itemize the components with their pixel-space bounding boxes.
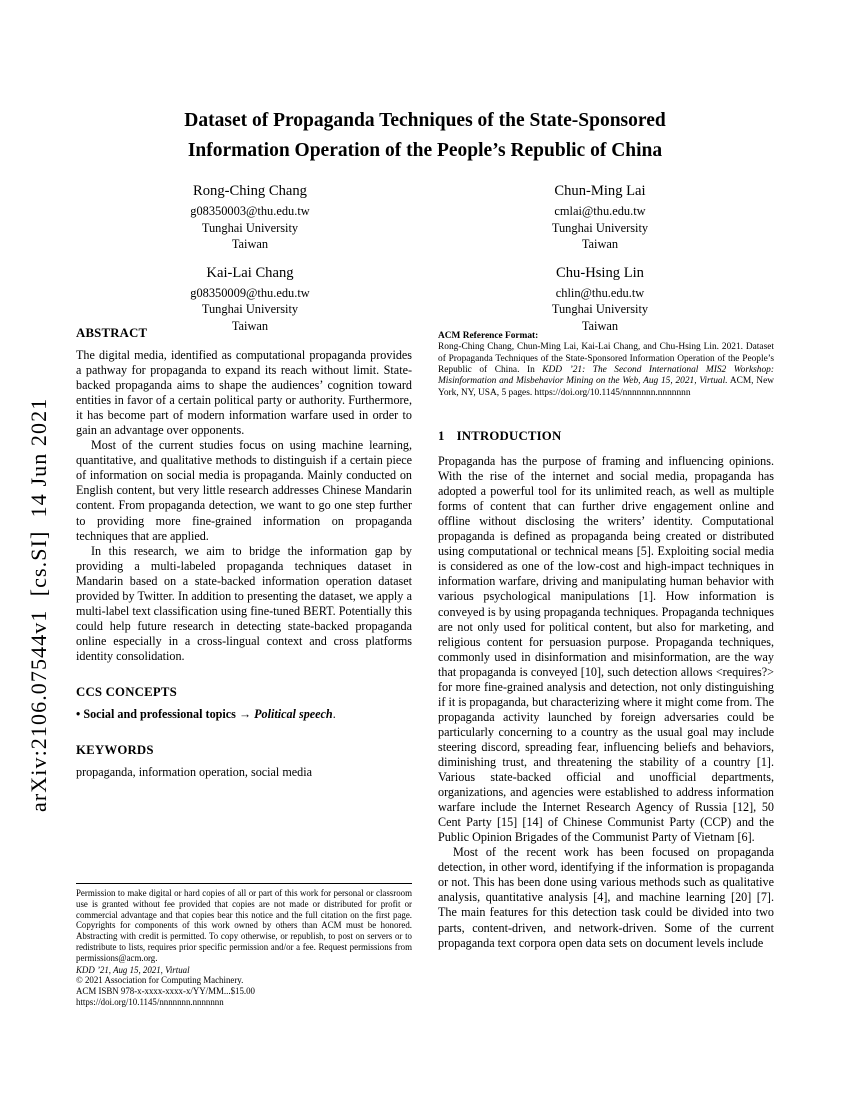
author-email: cmlai@thu.edu.tw — [554, 204, 646, 218]
permission-text: Permission to make digital or hard copies of all or part of this work for personal or classroom use is granted without fee provided that copies are not made or distributed for profit or commercial advantage and that copies bear this notice and the full citation on the first page. Copyrights for components of this work owned by others than ACM must be honored. Abstracting with credit is permitted. To copy otherwise, or republish, to post on servers or to redistribute to lists, requires prior specific permission and/or a fee. Request permissions from permissions@acm.org. — [76, 888, 412, 963]
author-block — [75, 264, 425, 335]
author-name: Chun-Ming Lai — [554, 183, 646, 199]
acm-reference-text — [438, 342, 774, 399]
author-name: Chu-Hsing Lin — [556, 264, 644, 281]
ccs-bullet: • — [76, 706, 81, 721]
author-email: chlin@thu.edu.tw — [555, 285, 645, 300]
author-country: Taiwan — [581, 318, 619, 333]
section-number: 1 — [438, 429, 445, 444]
author-country: Taiwan — [231, 318, 269, 333]
keywords-text: propaganda, information operation, social media — [76, 765, 312, 780]
acm-reference-after: ACM, New York, NY, USA, 5 pages. https://doi.org/10.1145/nnnnnnn.nnnnnnn — [438, 376, 775, 398]
footnote-doi-link[interactable]: https://doi.org/10.1145/nnnnnnn.nnnnnnn — [76, 996, 224, 1007]
author-block — [425, 182, 775, 253]
ccs-concept-root: Social and professional topics — [83, 706, 236, 721]
author-grid — [75, 182, 775, 335]
introduction-heading — [438, 429, 774, 444]
footnote-isbn: ACM ISBN 978-x-xxxx-xxxx-x/YY/MM...$15.00 — [76, 986, 255, 997]
ccs-heading: CCS CONCEPTS — [76, 684, 177, 699]
author-email: g08350009@thu.edu.tw — [190, 285, 310, 300]
paper-title-line2: Information Operation of the People’s Republic of China — [187, 140, 663, 161]
right-column — [438, 331, 774, 951]
ccs-concept-leaf: Political speech — [254, 706, 333, 721]
author-block — [425, 264, 775, 335]
abstract-paragraph-3: In this research, we aim to bridge the information gap by providing a multi-labeled propaganda techniques dataset in Mandarin based on a state-backed information operation dataset provided by Twitter. In addition to presenting the dataset, we apply a multi-label text classification using fine-tuned BERT. Potentially this could help future research in detecting state-backed propaganda online especially in a cross-lingual context and cross platforms identity consolidation. — [76, 543, 412, 663]
author-affiliation: Tunghai University — [551, 302, 649, 317]
abstract-paragraph-2: Most of the current studies focus on using machine learning, quantitative, and qualitative methods to distinguish if a certain piece of information on social media is propaganda. Mainly conducted on English content, but very little research addresses Chinese Mandarin content. From propaganda detection, we want to go one step further to providing more fine-grained information on propaganda techniques that are applied. — [76, 438, 412, 543]
ccs-period: . — [332, 706, 336, 721]
author-name: Kai-Lai Chang — [206, 264, 294, 281]
section-title: INTRODUCTION — [456, 429, 562, 444]
author-affiliation: Tunghai University — [201, 302, 299, 317]
abstract-paragraph-1: The digital media, identified as computational propaganda provides a pathway for propaganda to expand its reach without limit. State-backed propaganda aims to shape the audiences’ cognition toward entities in favor of a certain political party or authority. Furthermore, it has become part of modern information warfare used in order to gain an advantage over opponents. — [76, 348, 412, 438]
copyright-footnote — [76, 883, 412, 1008]
acm-reference-heading: ACM Reference Format: — [438, 331, 539, 341]
ccs-concepts-line — [76, 707, 412, 722]
ccs-arrow: → — [238, 706, 252, 721]
acm-reference-venue: KDD ’21: The Second International MIS2 Workshop: Misinformation and Misbehavior Mining on the Web, Aug 15, 2021, Virtual. — [438, 365, 774, 387]
abstract-heading: ABSTRACT — [76, 326, 148, 340]
left-column — [76, 326, 412, 780]
author-name: Rong-Ching Chang — [193, 183, 307, 199]
author-block — [75, 182, 425, 253]
arxiv-watermark: arXiv:2106.07544v1 [cs.SI] 14 Jun 2021 — [26, 397, 51, 812]
author-affiliation: Tunghai University — [201, 220, 299, 235]
acm-reference-format — [438, 331, 774, 399]
footnote-venue: KDD ’21, Aug 15, 2021, Virtual — [76, 964, 190, 975]
paper-title — [0, 106, 850, 166]
footnote-rule — [76, 883, 412, 884]
paper-title-line1: Dataset of Propaganda Techniques of the State-Sponsored — [184, 110, 666, 131]
keywords-heading: KEYWORDS — [76, 743, 154, 758]
introduction-paragraph-1: Propaganda has the purpose of framing and influencing opinions. With the rise of the internet and social media, propaganda has adopted a powerful tool for its unlimited reach, as well as multiple forms of content that can further drive engagement online and offline without disclosing the writers’ identity. Computational propaganda is defined as propaganda being created or distributed using computational or technical means [5]. Exploiting social media is considered as one of the low-cost and high-impact techniques in information warfare, driving and manipulating human behavior with various psychological manipulations [1]. How information is conveyed is by using propaganda techniques. Propaganda techniques are not only used for political content, but also for marketing, and religious content for persuasion purpose. Propaganda techniques, commonly used in disinformation and misinformation, are the way that propaganda is conveyed [10], such detection allows <requires?> for more fine-grained analysis and detection, not only distinguishing if it is propaganda, but characterizing where it might come from. The propaganda activity launched by foreign adversaries could be particularly concerning to a country as the usual goal may include steering discord, spreading fear, influencing beliefs and behaviors, diminishing trust, and threatening the stability of a country [1]. Various state-backed official and unofficial departments, organizations, and agencies were established to address information warfare include the Internet Research Agency of Russia [12], 50 Cent Party [15] [14] of Chinese Communist Party (CCP) and the Public Opinion Brigades of the Communist Party of Vietnam [6]. — [438, 454, 774, 845]
author-email: g08350003@thu.edu.tw — [190, 204, 310, 218]
acm-reference-before: Rong-Ching Chang, Chun-Ming Lai, Kai-Lai Chang, and Chu-Hsing Lin. 2021. Dataset of Propaganda Techniques of the State-Sponsored Information Operation of the People’s Republic of China. In — [438, 342, 774, 376]
introduction-paragraph-2: Most of the recent work has been focused on propaganda detection, in other word, identifying if the information is propaganda or not. This has been done using various methods such as qualitative analysis, quantitative analysis [4], and machine learning [20] [7]. The main features for this detection task could be divided into two parts, content-driven, and network-driven. Some of the current propaganda text corpora open data sets on document levels include — [438, 845, 774, 950]
author-country: Taiwan — [231, 237, 269, 252]
author-country: Taiwan — [581, 237, 619, 252]
author-affiliation: Tunghai University — [551, 220, 649, 235]
footnote-copyright: © 2021 Association for Computing Machinery. — [76, 975, 244, 986]
